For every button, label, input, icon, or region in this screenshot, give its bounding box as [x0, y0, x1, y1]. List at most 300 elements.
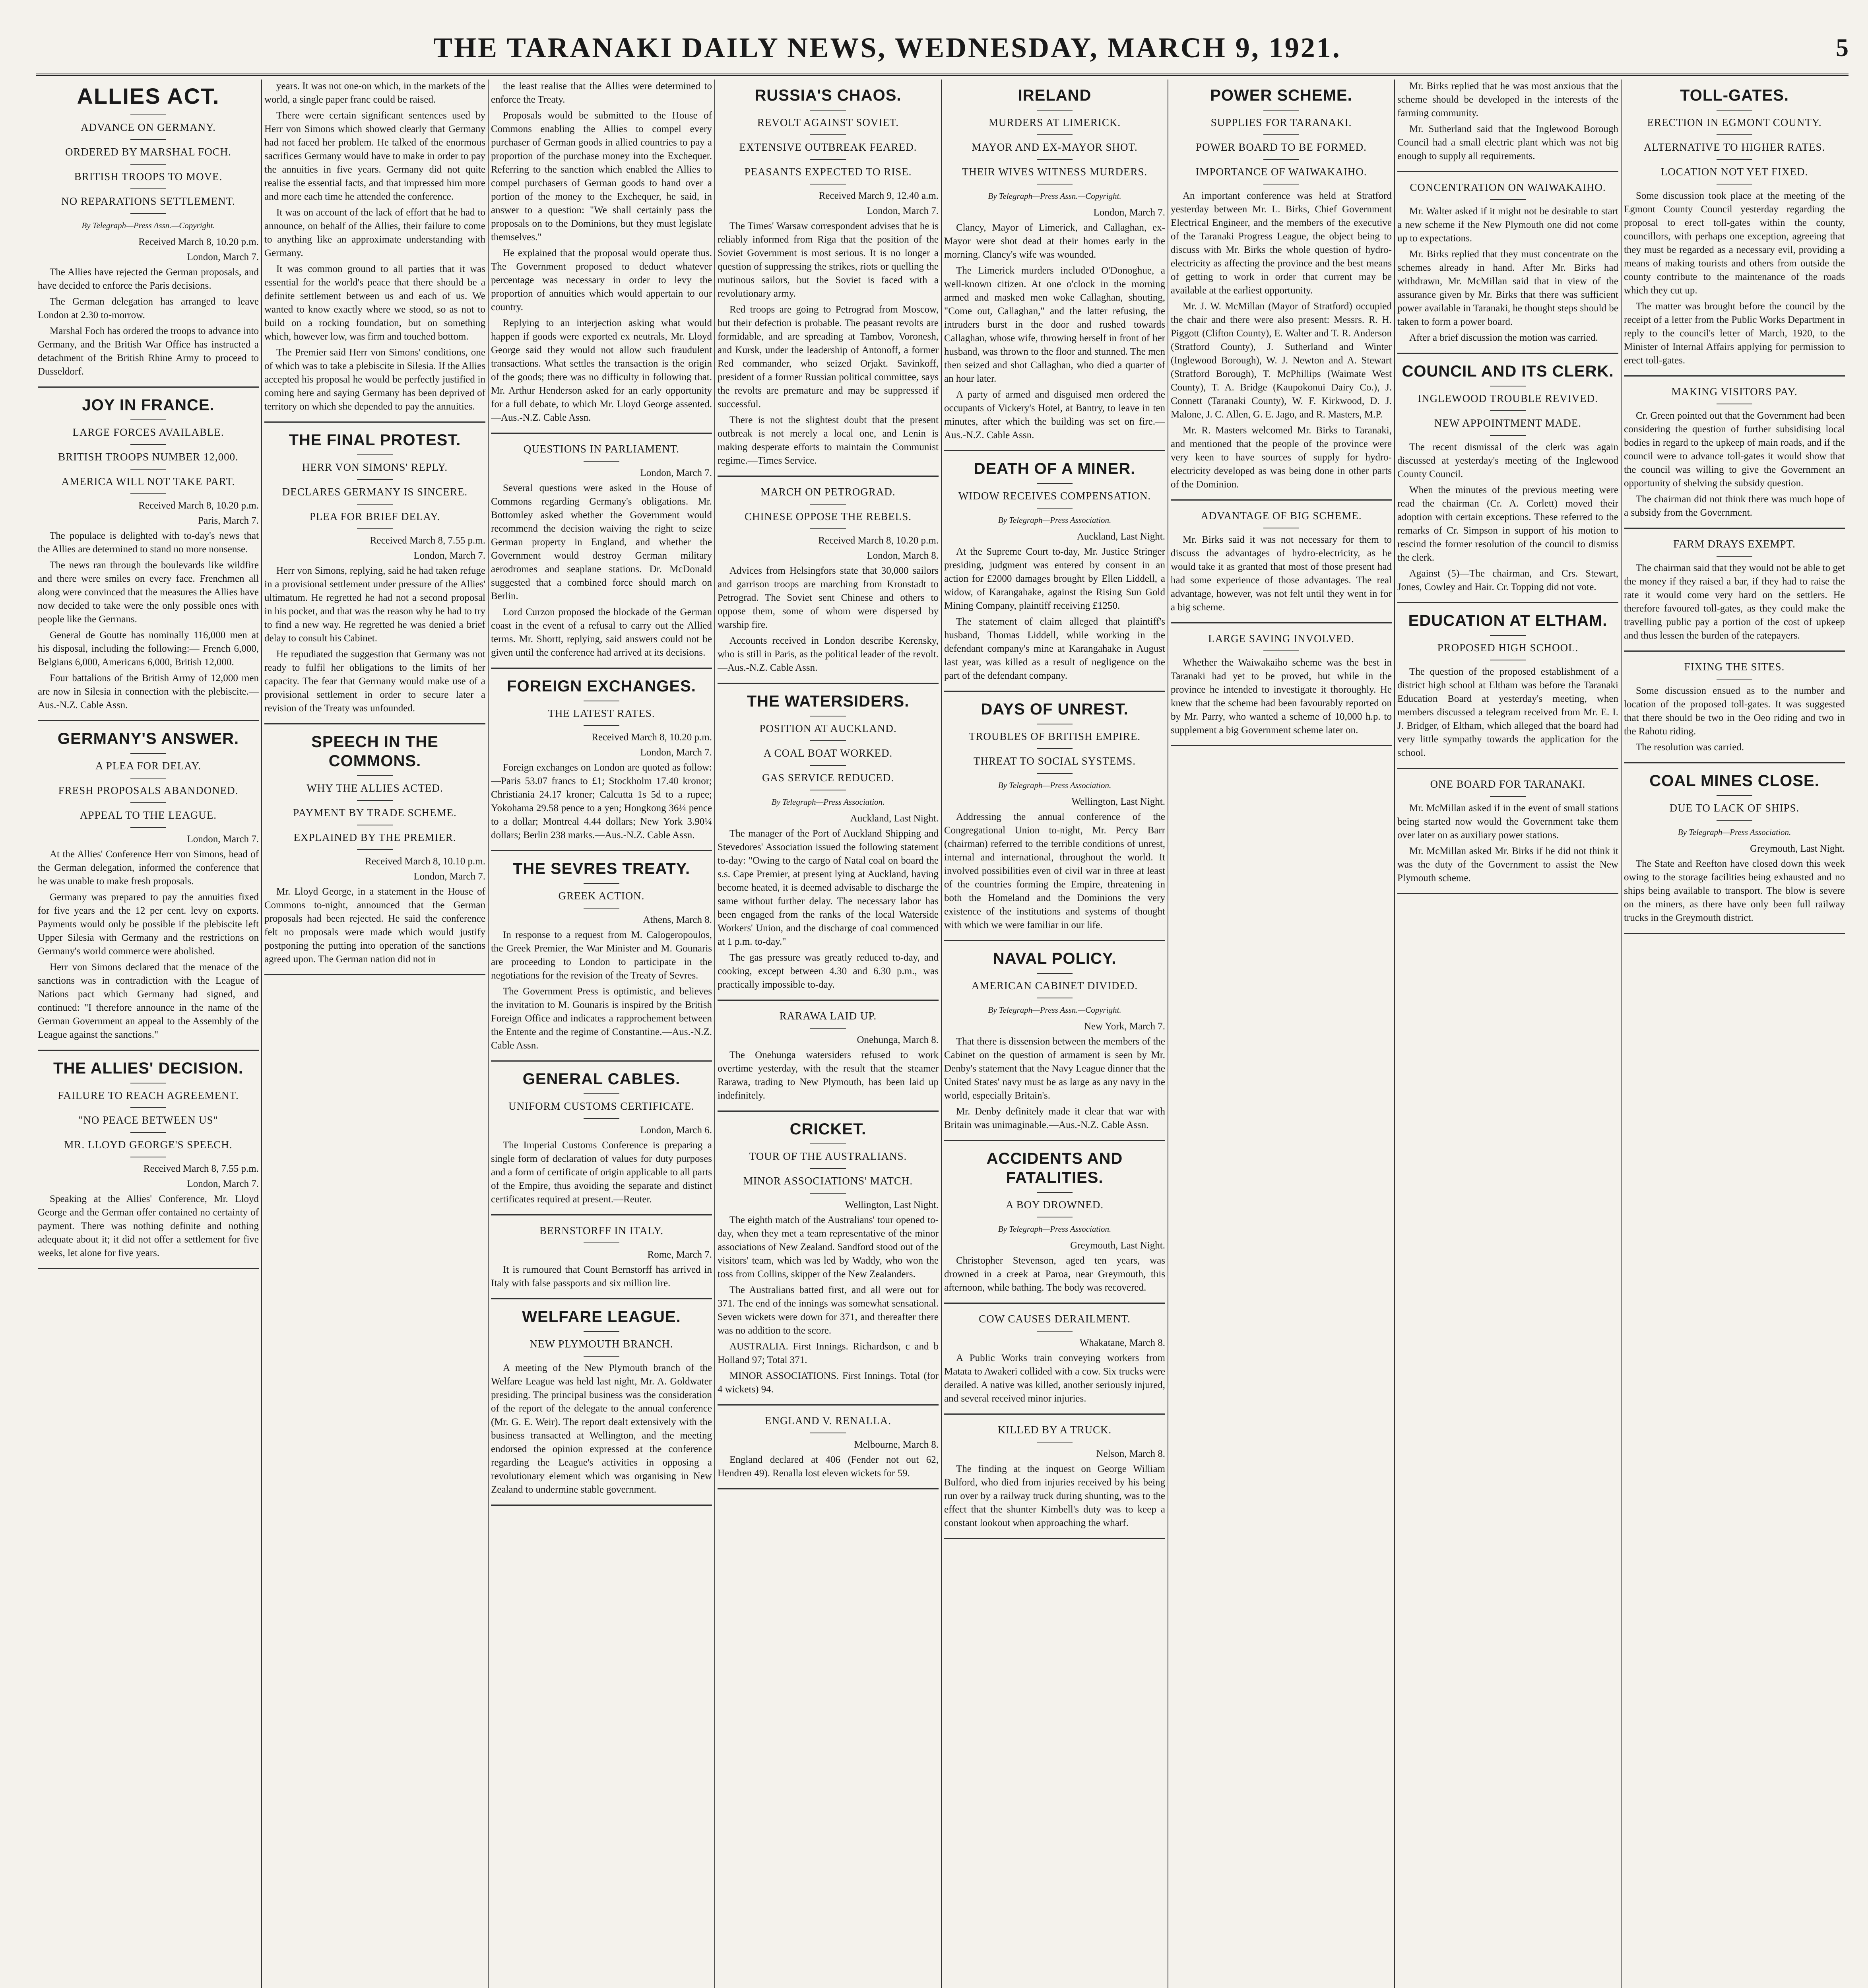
byline: By Telegraph—Press Association.	[998, 515, 1111, 525]
headline: JOY IN FRANCE.	[82, 396, 215, 414]
subheading: BERNSTORFF IN ITALY.	[539, 1225, 663, 1237]
body-paragraph: Lord Curzon proposed the blockade of the German coast in the event of a refusal to carry out the Allied terms. Mr. Shortt, replying, said answers could not be given until the conference had arrived at its decisions.	[491, 607, 712, 658]
article-rule	[718, 1110, 939, 1112]
body-paragraph: Mr. McMillan asked if in the event of small stations being started now would the Government take them over later on as auxiliary power stations.	[1397, 803, 1618, 841]
body-paragraph: The Imperial Customs Conference is preparing a single form of declaration of values for duty purposes and a form of certificate of origin applicable to all parts of the Empire, thus avoiding the separate and distinct certificates required at present.—Reuter.	[491, 1140, 712, 1205]
article-rule	[944, 1538, 1165, 1539]
subheading: AMERICAN CABINET DIVIDED.	[971, 980, 1138, 992]
article-rule	[718, 683, 939, 684]
column-5	[944, 80, 1165, 1988]
headline: DAYS OF UNREST.	[981, 701, 1129, 718]
divider	[130, 139, 166, 140]
subheading: WHY THE ALLIES ACTED.	[306, 782, 443, 794]
dateline: London, March 7.	[187, 1178, 259, 1189]
dateline: Received March 8, 7.55 p.m.	[143, 1163, 259, 1174]
body-paragraph: The Premier said Herr von Simons' conditions, one of which was to take a plebiscite in Silesia. If the Allies accepted his proposal he would be perfectly justified in coming here and saying Germany has been deprived of territory on which she depended to pay the annuities.	[264, 347, 485, 412]
article	[1397, 611, 1618, 769]
subheading: FIXING THE SITES.	[1684, 661, 1785, 673]
body-paragraph: Mr. Sutherland said that the Inglewood Borough Council had a small electric plant which was not big enough to supply all requirements.	[1397, 124, 1618, 161]
dateline: London, March 7.	[413, 550, 485, 561]
subheading: KILLED BY A TRUCK.	[997, 1424, 1112, 1436]
body-paragraph: He repudiated the suggestion that Germany was not ready to fulfil her obligations to the limits of her capacity. The fear that Germany would make use of a provisional settlement in order to secure later a revision of the Treaty was unfounded.	[264, 649, 485, 714]
divider	[130, 444, 166, 445]
article	[264, 732, 485, 975]
article	[944, 949, 1165, 1141]
article	[491, 442, 712, 669]
body-paragraph: The Times' Warsaw correspondent advises that he is reliably informed from Riga that the position of the Soviet Government is most serious. It is no longer a question of suppressing the strikes, riots or quelling the mutinous sailors, but the Soviet is faced with a revolutionary army.	[718, 221, 939, 299]
subheading: POWER BOARD TO BE FORMED.	[1196, 141, 1367, 153]
headline: THE FINAL PROTEST.	[289, 431, 461, 449]
divider	[357, 528, 393, 529]
dateline: Received March 8, 10.20 p.m.	[818, 535, 939, 546]
body-paragraph: Mr. J. W. McMillan (Mayor of Stratford) occupied the chair and there were also present: Messrs. R. H. Piggott (Clifton County), E. Walter and T. R. Anderson (Stratford County), J. Sutherland and Winter (Inglewood Borough), W. J. Newton and A. Stewart (Stratford Borough), T. McPhillips (Waimate West County), T. A. Bridge (Kaupokonui Dairy Co.), J. Connett (Taranaki County), W. F. Kirkwood, D. J. Malone, J. C. Allen, G. E. Jago, and R. Masters, M.P.	[1171, 301, 1392, 420]
headline: THE SEVRES TREATY.	[512, 860, 691, 878]
article-rule	[38, 1268, 259, 1269]
dateline: London, March 7.	[640, 468, 712, 478]
headline: TOLL-GATES.	[1680, 87, 1789, 104]
article-rule	[1171, 499, 1392, 501]
dateline: Melbourne, March 8.	[854, 1439, 939, 1450]
divider	[1490, 199, 1526, 200]
body-paragraph: When the minutes of the previous meeting were read the chairman (Cr. A. Corlett) moved their adoption with certain exceptions. These referred to the remarks of Cr. Simpson in support of his motion to rescind the former resolution of the council to dismiss the clerk.	[1397, 485, 1618, 563]
column-1	[38, 80, 259, 1988]
article-rule	[718, 1000, 939, 1001]
headline: SPEECH IN THE COMMONS.	[311, 733, 438, 770]
article-rule	[1624, 933, 1845, 934]
subheading: MARCH ON PETROGRAD.	[760, 486, 896, 498]
subheading: A BOY DROWNED.	[1005, 1199, 1104, 1211]
body-paragraph: Whether the Waiwakaiho scheme was the best in Taranaki had yet to be proved, but while in the province he intended to investigate it thoroughly. He knew that the scheme had been favourably reported on by Mr. Parry, who wanted a scheme of 10,000 h.p. to supplement a big Government scheme later on.	[1171, 657, 1392, 736]
article-rule	[1397, 353, 1618, 354]
subheading: ADVANCE ON GERMANY.	[81, 121, 216, 133]
article	[264, 431, 485, 724]
divider	[130, 493, 166, 494]
subheading: BRITISH TROOPS TO MOVE.	[74, 171, 223, 182]
column-rule	[488, 80, 489, 1988]
body-paragraph: MINOR ASSOCIATIONS. First Innings. Total (for 4 wickets) 94.	[718, 1371, 939, 1395]
subheading: MINOR ASSOCIATIONS' MATCH.	[743, 1175, 913, 1187]
body-paragraph: Mr. Walter asked if it might not be desirable to start a new scheme if the New Plymouth one did not come up to expectations.	[1397, 206, 1618, 244]
body-paragraph: Clancy, Mayor of Limerick, and Callaghan, ex-Mayor were shot dead at their homes early in the morning. Clancy's wife was wounded.	[944, 222, 1165, 260]
divider	[810, 134, 846, 135]
column-4	[718, 80, 939, 1988]
article	[944, 86, 1165, 451]
divider	[1490, 435, 1526, 436]
subheading: THE LATEST RATES.	[548, 707, 655, 719]
subheading: NEW PLYMOUTH BRANCH.	[530, 1338, 673, 1350]
subheading: EXTENSIVE OUTBREAK FEARED.	[739, 141, 917, 153]
dateline: Nelson, March 8.	[1096, 1448, 1165, 1459]
dateline: Athens, March 8.	[643, 914, 712, 925]
body-paragraph: The State and Reefton have closed down this week owing to the storage facilities being exhausted and no ships being available to transport. The blow is severe on the miners, as there have only been full railway trucks in the Greymouth district.	[1624, 858, 1845, 923]
article-rule	[718, 476, 939, 477]
divider	[357, 775, 393, 776]
article-rule	[1397, 602, 1618, 603]
body-paragraph: Replying to an interjection asking what would happen if goods were exported ex neutrals, Mr. Lloyd George said they would not allow such fraudulent transactions. What settles the transaction is the origin of the goods; there was no difficulty in following that. Mr. Arthur Henderson asked for an early opportunity for a full debate, to which Mr. Lloyd George assented.—Aus.-N.Z. Cable Assn.	[491, 318, 712, 423]
column-2	[264, 80, 485, 1988]
article	[1171, 509, 1392, 623]
article	[718, 1413, 939, 1489]
divider	[1717, 159, 1752, 160]
article	[944, 1149, 1165, 1304]
body-paragraph: The chairman did not think there was much hope of a subsidy from the Government.	[1624, 494, 1845, 518]
divider	[1263, 650, 1299, 651]
column-rule	[261, 80, 262, 1988]
divider	[1037, 973, 1073, 974]
body-paragraph: In response to a request from M. Calogeropoulos, the Greek Premier, the War Minister and M. Gounaris are proceeding to London to participate in the negotiations for the revision of the Treaty of Sevres.	[491, 930, 712, 981]
article	[718, 692, 939, 1001]
subheading: WIDOW RECEIVES COMPENSATION.	[958, 490, 1151, 502]
divider	[357, 454, 393, 455]
divider	[1717, 820, 1752, 821]
subheading: ORDERED BY MARSHAL FOCH.	[65, 146, 232, 158]
subheading: A COAL BOAT WORKED.	[763, 747, 893, 759]
body-paragraph: The finding at the inquest on George William Bulford, who died from injuries received by his being run over by a railway truck during shunting, was to the effect that the shunter Kimbell's duty was to keep a constant lookout when approaching the wharf.	[944, 1464, 1165, 1528]
subheading: QUESTIONS IN PARLIAMENT.	[523, 443, 680, 455]
dateline: London, March 7.	[413, 871, 485, 882]
body-paragraph: The Limerick murders included O'Donoghue, a well-known citizen. At one o'clock in the morning armed and masked men woke Callaghan, shouting, "Come out, Callaghan," and the latter refusing, the intruders burst in the door and rushed towards Callaghan, whose wife, throwing herself in front of her husband, was thrown to the floor and stunned. The men then seized and shot Callaghan, who died a quarter of an hour later.	[944, 265, 1165, 384]
article	[944, 700, 1165, 941]
subheading: POSITION AT AUCKLAND.	[759, 722, 897, 734]
dateline: Received March 8, 7.55 p.m.	[370, 535, 485, 546]
column-7	[1397, 80, 1618, 1988]
divider	[584, 1356, 619, 1357]
divider	[1037, 110, 1073, 111]
divider	[810, 765, 846, 766]
body-paragraph: After a brief discussion the motion was carried.	[1409, 332, 1598, 343]
body-paragraph: Germany was prepared to pay the annuities fixed for five years and the 12 per cent. levy on exports. Payments would only be possible if the plebiscite left Upper Silesia with Germany and the restrictions on Germany's world commerce were abolished.	[38, 892, 259, 957]
divider	[810, 1168, 846, 1169]
body-paragraph: There were certain significant sentences used by Herr von Simons which showed clearly that Germany had not faced her problem. He talked of the enormous sacrifices Germany would have to make in order to pay the annuities in five years. Germany did not quite realise the essential facts, and that impressed him more and more each time he attended the conference.	[264, 110, 485, 202]
body-paragraph: years. It was not one-on which, in the markets of the world, a single paper franc could be raised.	[264, 81, 485, 105]
body-paragraph: Mr. Birks said it was not necessary for them to discuss the advantages of hydro-electricity, as he would take it as granted that most of those present had had some experience of those advantages. The real advantage, however, was not felt until they went in for a big scheme.	[1171, 534, 1392, 613]
divider	[1717, 556, 1752, 557]
divider	[584, 725, 619, 726]
divider	[1037, 748, 1073, 749]
body-paragraph: Herr von Simons declared that the menace of the sanctions was in contradiction with the League of Nations pact which Germany had signed, and continued: "I therefore announce in the name of the German Government an appeal to the Assembly of the League against the sanctions."	[38, 962, 259, 1040]
article-rule	[944, 1303, 1165, 1304]
headline: THE WATERSIDERS.	[747, 693, 910, 710]
dateline: London, March 8.	[867, 550, 939, 561]
dateline: London, March 7.	[187, 252, 259, 262]
body-paragraph: Mr. McMillan asked Mr. Birks if he did not think it was the duty of the Government to assist the New Plymouth scheme.	[1397, 846, 1618, 883]
body-paragraph: The resolution was carried.	[1636, 742, 1744, 753]
article	[491, 80, 712, 434]
article-rule	[944, 691, 1165, 692]
article	[944, 1423, 1165, 1539]
subheading: MR. LLOYD GEORGE'S SPEECH.	[64, 1139, 233, 1151]
article-rule	[1397, 768, 1618, 769]
dateline: London, March 7.	[187, 834, 259, 845]
article-rule	[1397, 171, 1618, 172]
body-paragraph: It was on account of the lack of effort that he had to announce, on behalf of the Allies, their failure to come to anything like an approximate understanding with Germany.	[264, 207, 485, 258]
dateline: New York, March 7.	[1084, 1021, 1165, 1032]
divider	[130, 1132, 166, 1133]
body-paragraph: A party of armed and disguised men ordered the occupants of Vickery's Hotel, at Bantry, to leave in ten minutes, after which the building was set on fire.—Aus.-N.Z. Cable Assn.	[944, 389, 1165, 441]
article	[944, 459, 1165, 692]
article-rule	[718, 1404, 939, 1406]
article	[1397, 80, 1618, 172]
dateline: Greymouth, Last Night.	[1750, 843, 1845, 854]
body-paragraph: That there is dissension between the members of the Cabinet on the question of armament is seen by Mr. Denby's statement that the Navy League dinner that the United States' navy must be as large as any navy in the world, especially Britain's.	[944, 1036, 1165, 1101]
headline: IRELAND	[1018, 87, 1092, 104]
body-paragraph: Mr. Denby definitely made it clear that war with Britain was unimaginable.—Aus.-N.Z. Cable Assn.	[944, 1106, 1165, 1130]
body-paragraph: The Australians batted first, and all were out for 371. The end of the innings was somewhat sensational. Seven wickets were down for 371, and thereafter there was no addition to the score.	[718, 1285, 939, 1336]
subheading: ALTERNATIVE TO HIGHER RATES.	[1643, 141, 1825, 153]
byline: By Telegraph—Press Association.	[998, 1224, 1111, 1234]
body-paragraph: Against (5)—The chairman, and Crs. Stewart, Jones, Cowley and Hair. Cr. Topping did not vote.	[1397, 568, 1618, 592]
column-8	[1624, 80, 1845, 1988]
article-rule	[944, 1140, 1165, 1141]
subheading: A PLEA FOR DELAY.	[95, 760, 202, 772]
dateline: Auckland, Last Night.	[1077, 531, 1165, 542]
article	[1171, 631, 1392, 746]
article	[944, 1312, 1165, 1415]
divider	[130, 419, 166, 420]
subheading: CHINESE OPPOSE THE REBELS.	[744, 511, 912, 522]
divider	[1037, 1192, 1073, 1193]
body-paragraph: He explained that the proposal would operate thus. The Government proposed to deduct whatever percentage was necessary in order to levy the proportion of annuities which would appertain to our country.	[491, 248, 712, 313]
divider	[1717, 110, 1752, 111]
dateline: Paris, March 7.	[198, 515, 259, 526]
divider	[810, 504, 846, 505]
body-paragraph: The manager of the Port of Auckland Shipping and Stevedores' Association issued the following statement to-day: "Owing to the cargo of Natal coal on board the s.s. Cape Premier, at present lying at Auckland, having become heated, it is deemed advisable to discharge the same without further delay. The necessary labor has been engaged from the ranks of the local Waterside Workers' Union, and the discharge of coal commenced at 1 p.m. to-day."	[718, 828, 939, 947]
article-rule	[491, 433, 712, 434]
divider	[130, 188, 166, 189]
subheading: LOCATION NOT YET FIXED.	[1660, 166, 1808, 178]
body-paragraph: Marshal Foch has ordered the troops to advance into Germany, and the British War Office has instructed a detachment of the British Rhine Army to proceed to Dusseldorf.	[38, 326, 259, 377]
article	[718, 86, 939, 477]
divider	[1490, 796, 1526, 797]
divider	[584, 1118, 619, 1119]
article	[38, 396, 259, 721]
subheading: LARGE FORCES AVAILABLE.	[72, 426, 224, 438]
divider	[1263, 159, 1299, 160]
article	[718, 1009, 939, 1112]
article	[491, 677, 712, 851]
body-paragraph: England declared at 406 (Fender not out 62, Hendren 49). Renalla lost eleven wickets for 59.	[718, 1454, 939, 1479]
divider	[357, 504, 393, 505]
subheading: PLEA FOR BRIEF DELAY.	[309, 511, 440, 522]
subheading: SUPPLIES FOR TARANAKI.	[1210, 116, 1352, 128]
dateline: Whakatane, March 8.	[1079, 1338, 1165, 1348]
headline: GENERAL CABLES.	[522, 1070, 681, 1088]
body-paragraph: AUSTRALIA. First Innings. Richardson, c and b Holland 97; Total 371.	[718, 1341, 939, 1365]
article	[1397, 777, 1618, 894]
divider	[810, 1028, 846, 1029]
article-rule	[491, 1298, 712, 1299]
article	[1624, 537, 1845, 652]
subheading: NO REPARATIONS SETTLEMENT.	[61, 195, 235, 207]
article	[38, 1059, 259, 1269]
body-paragraph: The Allies have rejected the German proposals, and have decided to enforce the Paris decisions.	[38, 267, 259, 291]
body-paragraph: There is not the slightest doubt that the present outbreak is not merely a local one, and Lenin is making desperate efforts to maintain the Communist regime.—Times Service.	[718, 415, 939, 466]
headline: THE ALLIES' DECISION.	[53, 1060, 243, 1077]
headline: COAL MINES CLOSE.	[1649, 772, 1820, 790]
article-rule	[944, 1413, 1165, 1415]
divider	[1037, 483, 1073, 484]
subheading: "NO PEACE BETWEEN US"	[78, 1114, 218, 1126]
column-3	[491, 80, 712, 1988]
subheading: FRESH PROPOSALS ABANDONED.	[58, 784, 239, 796]
article	[718, 485, 939, 684]
subheading: PEASANTS EXPECTED TO RISE.	[744, 166, 912, 178]
headline: EDUCATION AT ELTHAM.	[1408, 612, 1608, 629]
divider	[810, 110, 846, 111]
subheading: MURDERS AT LIMERICK.	[988, 116, 1121, 128]
body-paragraph: Some discussion took place at the meeting of the Egmont County Council yesterday regarding the proposal to erect toll-gates within the county, councillors, with perhaps one exception, agreeing that they must be regarded as a necessary evil, providing a means of making tourists and others from outside the county contribute to the maintenance of the roads which they cut up.	[1624, 190, 1845, 296]
subheading: ONE BOARD FOR TARANAKI.	[1430, 778, 1586, 790]
divider	[810, 159, 846, 160]
column-rule	[714, 80, 715, 1988]
subheading: BRITISH TROOPS NUMBER 12,000.	[58, 451, 239, 463]
divider	[130, 802, 166, 803]
body-paragraph: The eighth match of the Australians' tour opened to-day, when they met a team representative of the minor associations of New Zealand. Sandford stood out of the visitors' team, which was led by Waddy, who won the toss from Collins, skipper of the New Zealanders.	[718, 1215, 939, 1279]
byline: By Telegraph—Press Association.	[998, 780, 1111, 790]
divider	[1263, 110, 1299, 111]
subheading: FARM DRAYS EXEMPT.	[1673, 538, 1796, 550]
article-rule	[944, 450, 1165, 451]
body-paragraph: Mr. Lloyd George, in a statement in the House of Commons to-night, announced that the German proposals had been rejected. He said the conference felt no proposals were made which would justify postponing the putting into operation of the sanctions agreed upon. The German nation did not in	[264, 886, 485, 965]
article-rule	[491, 1060, 712, 1062]
article	[491, 1223, 712, 1299]
subheading: APPEAL TO THE LEAGUE.	[80, 809, 217, 821]
dateline: London, March 6.	[640, 1125, 712, 1136]
subheading: HERR VON SIMONS' REPLY.	[302, 461, 448, 473]
article	[264, 80, 485, 423]
divider	[1037, 134, 1073, 135]
body-paragraph: Mr. R. Masters welcomed Mr. Birks to Taranaki, and mentioned that the people of the province were very keen to have sources of supply for hydro-electricity developed as was being done in other parts of the Dominion.	[1171, 425, 1392, 490]
divider	[1263, 134, 1299, 135]
article-rule	[264, 974, 485, 975]
article-rule	[38, 720, 259, 721]
body-paragraph: A meeting of the New Plymouth branch of the Welfare League was held last night, Mr. A. Goldwater presiding. The principal business was the consideration of the report of the delegate to the annual conference (Mr. G. E. Weir). The report dealt extensively with the business transacted at Wellington, and the meeting endorsed the opinion expressed at the conference regarding the League's activities in opposing a revolutionary element which was organising in New Zealand to undermine stable government.	[491, 1363, 712, 1495]
dateline: Onehunga, March 8.	[857, 1035, 939, 1045]
subheading: NEW APPOINTMENT MADE.	[1434, 417, 1582, 429]
subheading: PROPOSED HIGH SCHOOL.	[1437, 642, 1579, 654]
body-paragraph: Red troops are going to Petrograd from Moscow, but their defection is probable. The peasant revolts are formidable, and are spreading at Tambov, Voronesh, and Kursk, under the leadership of Antonoff, a former Red commander, who seized Orjakt. Savinkoff, president of a former Russian political committee, says the revolts are premature and may be suppressed if successful.	[718, 304, 939, 410]
subheading: INGLEWOOD TROUBLE REVIVED.	[1418, 392, 1598, 404]
article-rule	[491, 850, 712, 851]
divider	[1717, 134, 1752, 135]
dateline: London, March 7.	[640, 747, 712, 758]
divider	[357, 479, 393, 480]
body-paragraph: Accounts received in London describe Kerensky, who is still in Paris, as the political leader of the revolt.—Aus.-N.Z. Cable Assn.	[718, 635, 939, 673]
subheading: GREEK ACTION.	[558, 890, 645, 902]
dateline: London, March 7.	[867, 206, 939, 216]
divider	[584, 908, 619, 909]
dateline: Received March 8, 10.10 p.m.	[365, 856, 485, 867]
divider	[584, 1331, 619, 1332]
divider	[1037, 159, 1073, 160]
byline: By Telegraph—Press Association.	[771, 797, 885, 807]
subheading: IMPORTANCE OF WAIWAKAIHO.	[1195, 166, 1367, 178]
article	[1624, 384, 1845, 529]
body-paragraph: The chairman said that they would not be able to get the money if they raised a bar, if they had to raise the rate it would come very hard on the settlers. He therefore favoured toll-gates, as they could make the travelling public pay a portion of the cost of upkeep and thus lessen the burden of the ratepayers.	[1624, 563, 1845, 641]
divider	[810, 740, 846, 741]
article	[1624, 660, 1845, 763]
byline: By Telegraph—Press Assn.—Copyright.	[988, 191, 1121, 201]
dateline: Received March 8, 10.20 p.m.	[138, 500, 259, 511]
body-paragraph: Mr. Birks replied that he was most anxious that the scheme should be developed in the interests of the farming community.	[1397, 81, 1618, 118]
headline: RUSSIA'S CHAOS.	[755, 87, 902, 104]
dateline: London, March 7.	[1093, 207, 1165, 218]
dateline: Received March 8, 10.20 p.m.	[138, 237, 259, 247]
article-rule	[264, 723, 485, 724]
subheading: FAILURE TO REACH AGREEMENT.	[58, 1089, 239, 1101]
headline: COUNCIL AND ITS CLERK.	[1402, 363, 1614, 380]
byline: By Telegraph—Press Assn.—Copyright.	[81, 221, 215, 230]
subheading: COW CAUSES DERAILMENT.	[979, 1313, 1131, 1325]
article	[491, 1307, 712, 1506]
article	[1171, 86, 1392, 501]
dateline: Greymouth, Last Night.	[1070, 1240, 1165, 1251]
article-rule	[1397, 893, 1618, 894]
divider	[130, 753, 166, 754]
divider	[810, 528, 846, 529]
body-paragraph: The gas pressure was greatly reduced to-day, and cooking, except between 4.30 and 6.30 p.m., was practically impossible to-day.	[718, 952, 939, 990]
article-rule	[1624, 528, 1845, 529]
divider	[130, 469, 166, 470]
subheading: UNIFORM CUSTOMS CERTIFICATE.	[508, 1100, 694, 1112]
body-paragraph: The statement of claim alleged that plaintiff's husband, Thomas Liddell, while working in the defendant company's mine at Karangahake in August last year, was killed as a result of negligence on the part of the defendant company.	[944, 616, 1165, 681]
divider	[584, 1093, 619, 1094]
subheading: THREAT TO SOCIAL SYSTEMS.	[973, 755, 1136, 767]
divider	[1037, 508, 1073, 509]
subheading: MAYOR AND EX-MAYOR SHOT.	[972, 141, 1138, 153]
article	[38, 83, 259, 388]
body-paragraph: Four battalions of the British Army of 12,000 men are now in Silesia in connection with the plebiscite.—Aus.-N.Z. Cable Assn.	[38, 673, 259, 711]
body-paragraph: Several questions were asked in the House of Commons regarding Germany's obligations. Mr. Bottomley asked whether the Government would recommend the decision waiving the right to seize German property in England, and whether the Government would destroy German military aerodromes and seaplane stations. Dr. McDonald suggested that a combined force should march on Berlin.	[491, 483, 712, 602]
divider	[357, 800, 393, 801]
body-paragraph: The Government Press is optimistic, and believes the invitation to M. Gounaris is inspired by the British Foreign Office and indicates a rapprochement between the Entente and the regime of Constantine.—Aus.-N.Z. Cable Assn.	[491, 986, 712, 1051]
column-6	[1171, 80, 1392, 1988]
divider	[357, 849, 393, 850]
divider	[130, 1107, 166, 1108]
divider	[584, 461, 619, 462]
article	[1397, 180, 1618, 354]
body-paragraph: Herr von Simons, replying, said he had taken refuge in a provisional settlement under pressure of the Allies' ultimatum. He regretted he had not a second proposal in his pocket, and that was the reason why he had to try to find a new way. He regretted he was denied a brief delay to consult his Cabinet.	[264, 565, 485, 644]
article	[38, 729, 259, 1051]
subheading: LARGE SAVING INVOLVED.	[1208, 633, 1354, 645]
body-paragraph: The Onehunga watersiders refused to work overtime yesterday, with the result that the steamer Rarawa, trading to New Plymouth, has been laid up indefinitely.	[718, 1050, 939, 1101]
dateline: Auckland, Last Night.	[850, 813, 939, 824]
column-rule	[941, 80, 942, 1988]
dateline: Rome, March 7.	[647, 1249, 712, 1260]
divider	[1037, 773, 1073, 774]
dateline: Received March 8, 10.20 p.m.	[592, 732, 712, 743]
article	[491, 1070, 712, 1215]
subheading: GAS SERVICE REDUCED.	[762, 772, 894, 784]
page-number: 5	[1836, 33, 1849, 62]
body-paragraph: The matter was brought before the council by the receipt of a letter from the Public Works Department in reply to the council's letter of March, 1920, to the Minister of Internal Affairs applying for permission to erect toll-gates.	[1624, 301, 1845, 366]
body-paragraph: Proposals would be submitted to the House of Commons enabling the Allies to compel every purchaser of German goods in allied countries to pay a proportion of the purchase money into the Exchequer. Referring to the sanction which enabled the Allies to compel purchasers of German goods to hand over a portion of the money to the Exchequer, he said, in answer to a question: "We shall certainly pass the proposals on to the Dominions, but they must legislate themselves."	[491, 110, 712, 243]
article-rule	[491, 1505, 712, 1506]
divider	[1037, 1331, 1073, 1332]
headline: POWER SCHEME.	[1210, 87, 1352, 104]
body-paragraph: A Public Works train conveying workers from Matata to Awakeri collided with a cow. Six trucks were derailed. A native was killed, another seriously injured, and several received minor injuries.	[944, 1353, 1165, 1404]
body-paragraph: Foreign exchanges on London are quoted as follow:—Paris 53.07 francs to £1; Stockholm 17.40 kronor; Christiania 24.17 kroner; Calcutta 1s 5d to a rupee; Yokohama 29.58 pence to a yen; Hongkong 36¼ pence to a dollar; Montreal 4.44 dollars; New York 3.90¼ dollars; Berlin 238 marks.—Aus.-N.Z. Cable Assn.	[491, 762, 712, 841]
divider	[810, 1143, 846, 1144]
divider	[1490, 410, 1526, 411]
headline: CRICKET.	[789, 1120, 867, 1138]
body-paragraph: the least realise that the Allies were determined to enforce the Treaty.	[491, 81, 712, 105]
divider	[810, 1193, 846, 1194]
body-paragraph: At the Supreme Court to-day, Mr. Justice Stringer presiding, judgment was entered by consent in an action for £2000 damages brought by Ellen Liddell, a widow, of Karangahake, against the Rising Sun Gold Mining Company, plaintiff receiving £1250.	[944, 546, 1165, 611]
subheading: THEIR WIVES WITNESS MURDERS.	[962, 166, 1148, 178]
body-paragraph: It is rumoured that Count Bernstorff has arrived in Italy with false passports and six million lire.	[491, 1264, 712, 1289]
subheading: TOUR OF THE AUSTRALIANS.	[749, 1150, 907, 1162]
